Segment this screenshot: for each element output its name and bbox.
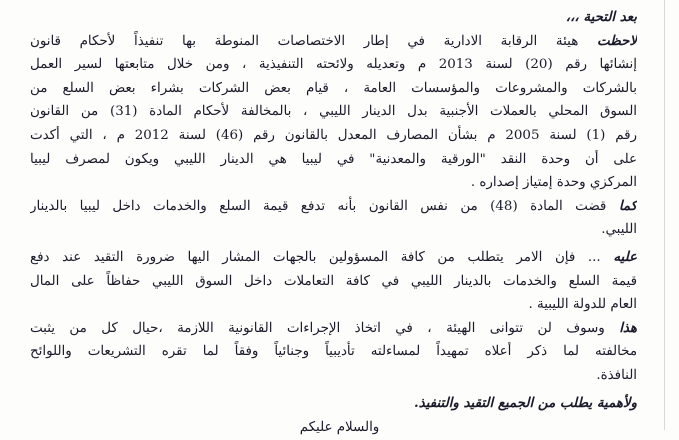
text-line: إنشائها رقم (20) لسنة 2013 م وتعديله ولائحته التنفيذية ، ومن خلال متابعتها لسير العمل — [30, 57, 637, 73]
text-line — [30, 30, 637, 54]
paragraph-lead: كما — [618, 197, 637, 214]
line-text: وسوف لن تتوانى الهيئة ، في اتخاذ الإجراءات القانونية اللازمة ،حيال كل من يثبت — [30, 320, 605, 336]
text-line: المركزي وحدة إمتياز إصداره . — [470, 175, 637, 191]
text-line: مخالفته لما ذكر أعلاه تمهيداً لمساءلته تأديبياً وجنائياً وفقاً لما تقره التشريعات واللوائح — [30, 344, 637, 360]
closing-statement: ولأهمية يطلب من الجميع التقيد والتنفيذ. — [414, 394, 637, 411]
text-line — [30, 195, 637, 219]
paragraph-lead: عليه — [613, 248, 637, 265]
greeting: بعد التحية ،،، — [565, 9, 637, 25]
line-text: ... فإن الامر يتطلب من كافة المسؤولين بالجهات المشار اليها ضرورة التقيد عند دفع — [30, 249, 601, 265]
paragraph-law-article — [30, 195, 637, 242]
paragraph-warning — [30, 317, 637, 388]
text-line — [30, 246, 637, 270]
page-edge-shadow — [664, 0, 665, 430]
paragraph-observation — [30, 30, 637, 195]
sign-off: والسلام عليكم — [299, 420, 380, 436]
line-text: هيئة الرقابة الادارية في إطار الاختصاصات المنوطة بها تنفيذاً لأحكام قانون — [30, 33, 579, 49]
text-line: السوق المحلي بالعملات الأجنبية بدل الدينار الليبي ، بالمخالفة لأحكام المادة (31) من القانون — [30, 104, 637, 120]
text-line: رقم (1) لسنة 2005 م بشأن المصارف المعدل بالقانون رقم (46) لسنة 2012 م ، التي أكدت — [30, 127, 637, 143]
text-line: العام للدولة الليبية . — [528, 297, 637, 313]
paragraph-lead: لاحظت — [596, 32, 637, 49]
text-line: الليبي. — [601, 222, 637, 238]
text-line: قيمة السلع والخدمات بالدينار الليبي في كافة التعاملات داخل السوق الليبي حفاظاً على المال — [30, 273, 637, 289]
text-line: النافذة. — [596, 367, 637, 383]
text-line: على أن وحدة النقد "الورقية والمعدنية" في ليبيا هي الدينار الليبي ويكون لمصرف ليبيا — [30, 151, 637, 167]
paragraph-requirement — [30, 246, 637, 317]
paragraph-lead: هذا — [619, 319, 637, 336]
text-line: بالشركات والمشروعات والمؤسسات العامة ، قيام بعض الشركات بشراء بعض السلع من — [30, 80, 637, 96]
text-line — [30, 317, 637, 341]
line-text: قضت المادة (48) من نفس القانون بأنه تدفع قيمة السلع والخدمات داخل ليبيا بالدينار — [30, 198, 607, 214]
